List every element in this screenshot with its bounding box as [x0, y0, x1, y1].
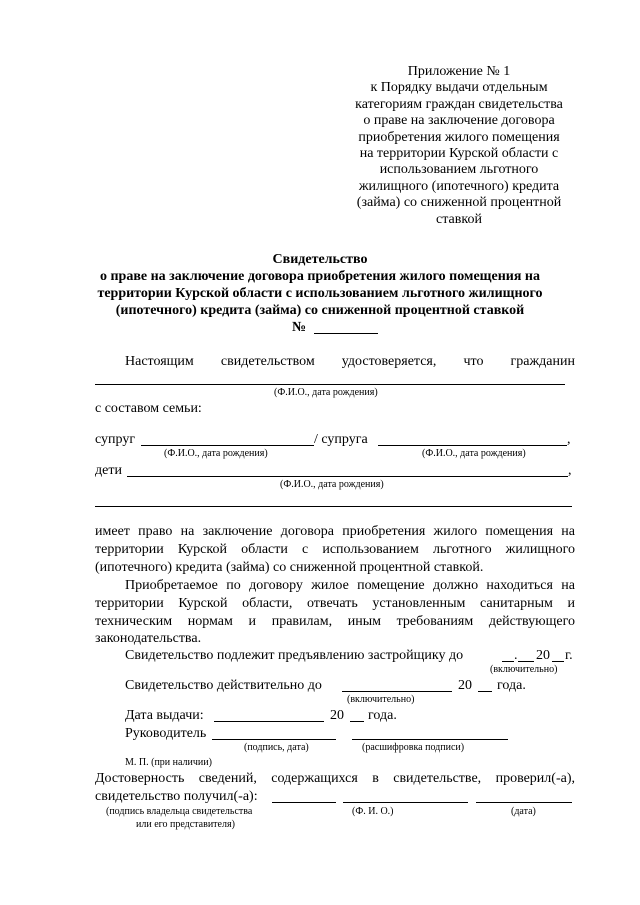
appendix-line: о праве на заключение договора [363, 113, 555, 129]
verify-text: Достоверность сведений, содержащихся в свидетельстве, проверил(-а), [95, 771, 575, 786]
certificate-subtitle-line: территории Курской области с использованием льготного жилищного [97, 286, 543, 301]
children-caption: (Ф.И.О., дата рождения) [280, 479, 384, 490]
owner-fio-caption: (Ф. И. О.) [352, 806, 394, 817]
head-label: Руководитель [125, 726, 207, 741]
valid-inclusive-caption: (включительно) [347, 694, 415, 705]
issue-date-line [214, 721, 324, 722]
issue-year-prefix: 20 [330, 708, 344, 723]
issue-year-suffix: года. [368, 708, 397, 723]
family-label: с составом семьи: [95, 401, 202, 416]
owner-sign-caption: (подпись владельца свидетельства [106, 806, 253, 817]
right-line-last: (ипотечного) кредита (займа) со сниженной процентной ставкой. [95, 560, 484, 575]
spouse-m-label: супруг [95, 432, 136, 447]
children-label: дети [95, 463, 122, 478]
children-extra-line [95, 506, 572, 507]
acquired-line-last: законодательства. [95, 631, 202, 646]
present-dot: . [514, 648, 518, 663]
stamp-place: М. П. (при наличии) [125, 757, 212, 768]
appendix-line: жилищного (ипотечного) кредита [358, 178, 560, 194]
head-sign-caption: (подпись, дата) [244, 742, 309, 753]
citizen-fio-caption: (Ф.И.О., дата рождения) [274, 387, 378, 398]
right-line: имеет право на заключение договора приобретения жилого помещения на [95, 524, 575, 539]
valid-text: Свидетельство действительно до [125, 678, 322, 693]
appendix-title: Приложение № 1 [407, 64, 511, 79]
present-text: Свидетельство подлежит предъявлению застройщику до [125, 648, 464, 663]
owner-date-caption: (дата) [511, 806, 536, 817]
appendix-line: к Порядку выдачи отдельным [370, 80, 548, 96]
present-year-suffix: г. [565, 648, 573, 663]
owner-sign-line [272, 802, 336, 803]
present-inclusive-caption: (включительно) [490, 664, 558, 675]
certificate-number-line [314, 333, 378, 334]
owner-sign-caption-2: или его представителя) [136, 819, 235, 830]
acquired-line-first: Приобретаемое по договору жилое помещение должно находиться на [125, 578, 575, 593]
owner-date-line [476, 802, 572, 803]
acquired-line: территории Курской области, отвечать установленным санитарным и [95, 596, 575, 611]
certificate-number-label: № [292, 320, 307, 335]
valid-date-line [342, 691, 452, 692]
appendix-line: категориям граждан свидетельства [355, 96, 563, 112]
present-year-line [552, 661, 564, 662]
issue-label: Дата выдачи: [125, 708, 204, 723]
owner-fio-line [343, 802, 468, 803]
spouse-f-line [378, 445, 567, 446]
spouse-comma: , [567, 432, 571, 447]
spouse-m-caption: (Ф.И.О., дата рождения) [164, 448, 268, 459]
valid-year-suffix: года. [497, 678, 526, 693]
spouse-f-label: / супруга [314, 432, 368, 447]
valid-year-prefix: 20 [458, 678, 472, 693]
issue-year-line [350, 721, 364, 722]
acquired-line: техническим нормам и правилам, иным требованиям действующего [95, 614, 575, 629]
appendix-line: ставкой [436, 211, 482, 227]
head-decode-line [352, 739, 508, 740]
appendix-line: на территории Курской области с [359, 146, 559, 162]
appendix-block [334, 64, 584, 228]
appendix-line: приобретения жилого помещения [358, 129, 560, 145]
citizen-fio-line [95, 384, 565, 385]
valid-year-line [478, 691, 492, 692]
appendix-line: (займа) со сниженной процентной [356, 195, 562, 211]
spouse-f-caption: (Ф.И.О., дата рождения) [422, 448, 526, 459]
present-year-prefix: 20 [536, 648, 550, 663]
received-label: свидетельство получил(-а): [95, 789, 258, 804]
certificate-title: Свидетельство [272, 252, 368, 267]
right-line: территории Курской области с использованием льготного жилищного [95, 542, 575, 557]
spouse-m-line [141, 445, 314, 446]
present-day-line [502, 661, 514, 662]
children-comma: , [568, 463, 572, 478]
children-line [127, 476, 568, 477]
appendix-line: использованием льготного [379, 162, 539, 178]
certificate-subtitle-line: о праве на заключение договора приобретения жилого помещения на [99, 269, 540, 284]
head-decode-caption: (расшифровка подписи) [362, 742, 465, 753]
head-sign-line [212, 739, 336, 740]
certificate-subtitle-line: (ипотечного) кредита (займа) со сниженной процентной ставкой [115, 303, 525, 318]
intro-text: Настоящим свидетельством удостоверяется, что гражданин [125, 354, 575, 369]
present-month-line [518, 661, 534, 662]
